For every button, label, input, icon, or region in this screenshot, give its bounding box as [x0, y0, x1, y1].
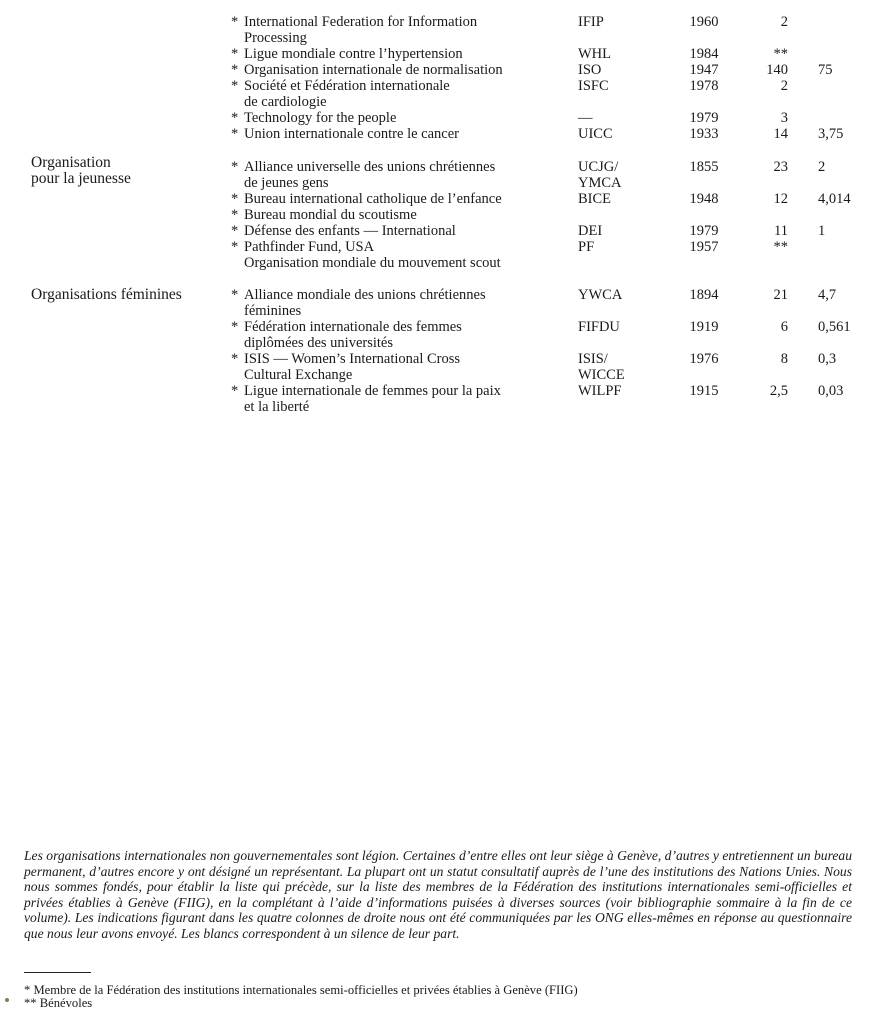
cell-abbr: UICC — [578, 126, 613, 142]
cell-staff: 6 — [780, 319, 788, 335]
cell-name: Pathfinder Fund, USA — [244, 239, 375, 255]
cell-star: * — [231, 126, 239, 142]
cell-abbr: WICCE — [578, 367, 625, 383]
cell-year: 1855 — [689, 159, 719, 175]
cell-staff: ** — [773, 239, 788, 255]
category-label — [31, 287, 182, 303]
cell-star: * — [231, 78, 239, 94]
cell-star: * — [231, 351, 239, 367]
cell-year: 1978 — [689, 78, 719, 94]
cell-staff: 21 — [773, 287, 788, 303]
cell-staff: 2 — [780, 14, 788, 30]
cell-abbr: UCJG/ — [578, 159, 619, 175]
cell-year: 1919 — [689, 319, 719, 335]
cell-staff: 12 — [773, 191, 788, 207]
cell-staff: 23 — [773, 159, 788, 175]
cell-star: * — [231, 14, 239, 30]
cell-budget: 2 — [818, 159, 826, 175]
category-line: pour la jeunesse — [31, 170, 131, 187]
cell-abbr: — — [578, 110, 593, 126]
cell-abbr: FIFDU — [578, 319, 620, 335]
cell-staff: 3 — [780, 110, 788, 126]
cell-name: Alliance universelle des unions chrétiennes — [244, 159, 496, 175]
cell-year: 1984 — [689, 46, 719, 62]
cell-staff: ** — [773, 46, 788, 62]
cell-name: féminines — [244, 303, 302, 319]
cell-star: * — [231, 62, 239, 78]
cell-name: de cardiologie — [244, 94, 327, 110]
cell-year: 1933 — [689, 126, 719, 142]
cell-name: Bureau international catholique de l’enfance — [244, 191, 502, 207]
cell-name: Alliance mondiale des unions chrétiennes — [244, 287, 486, 303]
cell-star: * — [231, 239, 239, 255]
cell-budget: 0,03 — [818, 383, 844, 399]
cell-staff: 2 — [780, 78, 788, 94]
cell-year: 1915 — [689, 383, 719, 399]
cell-year: 1979 — [689, 223, 719, 239]
cell-abbr: PF — [578, 239, 595, 255]
cell-star: * — [231, 287, 239, 303]
cell-budget: 1 — [818, 223, 826, 239]
cell-name: Défense des enfants — International — [244, 223, 456, 239]
cell-budget: 0,3 — [818, 351, 837, 367]
cell-abbr: ISIS/ — [578, 351, 608, 367]
cell-staff: 14 — [773, 126, 788, 142]
cell-star: * — [231, 383, 239, 399]
footnote-rule — [24, 972, 91, 973]
cell-abbr: YWCA — [578, 287, 623, 303]
cell-staff: 2,5 — [769, 383, 788, 399]
cell-name: ISIS — Women’s International Cross — [244, 351, 461, 367]
cell-staff: 11 — [774, 223, 788, 239]
cell-abbr: WILPF — [578, 383, 622, 399]
cell-staff: 8 — [780, 351, 788, 367]
cell-year: 1976 — [689, 351, 719, 367]
cell-year: 1957 — [689, 239, 719, 255]
category-line: Organisation — [31, 154, 111, 171]
cell-name: Organisation internationale de normalisation — [244, 62, 503, 78]
cell-star: * — [231, 223, 239, 239]
cell-star: * — [231, 110, 239, 126]
cell-name: International Federation for Information — [244, 14, 478, 30]
cell-name: Cultural Exchange — [244, 367, 353, 383]
cell-name: Union internationale contre le cancer — [244, 126, 459, 142]
cell-name: diplômées des universités — [244, 335, 394, 351]
cell-budget: 4,7 — [818, 287, 837, 303]
cell-name: Ligue internationale de femmes pour la paix — [244, 383, 501, 399]
cell-year: 1894 — [689, 287, 719, 303]
cell-star: * — [231, 191, 239, 207]
cell-year: 1960 — [689, 14, 719, 30]
explanatory-note: Les organisations internationales non gouvernementales sont légion. Certaines d’entre elles ont leur siège à Genève, d’autres y entretiennent un bureau permanent, d’autres encore y ont désigné un représentant. La plupart ont un statut consultatif auprès de l’une des institutions des Nations Unies. Nous nous sommes fondés, pour établir la liste qui précède, sur la liste des membres de la Fédération des institutions internationales semi-officielles et privées établies à Genève (FIIG), en la complétant à l’aide d’informations puisées à diverses sources (voir bibliographie sommaire à la fin de ce volume). Les indications figurant dans les quatre colonnes de droite nous ont été communiquées par les ONG elles-mêmes en réponse au questionnaire que nous leur avons envoyé. Les blancs correspondent à un silence de leur part. — [24, 848, 852, 941]
cell-star: * — [231, 319, 239, 335]
cell-name: Technology for the people — [244, 110, 397, 126]
cell-budget: 0,561 — [818, 319, 851, 335]
cell-budget: 3,75 — [818, 126, 844, 142]
cell-abbr: ISO — [578, 62, 602, 78]
cell-name: Processing — [244, 30, 307, 46]
category-label — [31, 155, 131, 187]
footnote: * Membre de la Fédération des institutions internationales semi-officielles et privées établies à Genève (FIIG) — [24, 983, 578, 997]
cell-budget: 4,014 — [818, 191, 851, 207]
ink-speck — [5, 998, 9, 1002]
cell-abbr: ISFC — [578, 78, 609, 94]
cell-name: de jeunes gens — [244, 175, 329, 191]
cell-abbr: WHL — [578, 46, 612, 62]
cell-year: 1948 — [689, 191, 719, 207]
cell-abbr: IFIP — [578, 14, 604, 30]
cell-star: * — [231, 207, 239, 223]
cell-staff: 140 — [766, 62, 788, 78]
cell-abbr: YMCA — [578, 175, 622, 191]
cell-star: * — [231, 46, 239, 62]
footnote: ** Bénévoles — [24, 996, 93, 1010]
category-line: Organisations féminines — [31, 286, 182, 303]
cell-abbr: DEI — [578, 223, 603, 239]
cell-abbr: BICE — [578, 191, 612, 207]
cell-budget: 75 — [818, 62, 833, 78]
cell-name: et la liberté — [244, 399, 310, 415]
cell-star: * — [231, 159, 239, 175]
cell-name: Bureau mondial du scoutisme — [244, 207, 417, 223]
cell-name: Ligue mondiale contre l’hypertension — [244, 46, 463, 62]
cell-name: Organisation mondiale du mouvement scout — [244, 255, 501, 271]
cell-year: 1947 — [689, 62, 719, 78]
cell-year: 1979 — [689, 110, 719, 126]
cell-name: Fédération internationale des femmes — [244, 319, 462, 335]
cell-name: Société et Fédération internationale — [244, 78, 450, 94]
